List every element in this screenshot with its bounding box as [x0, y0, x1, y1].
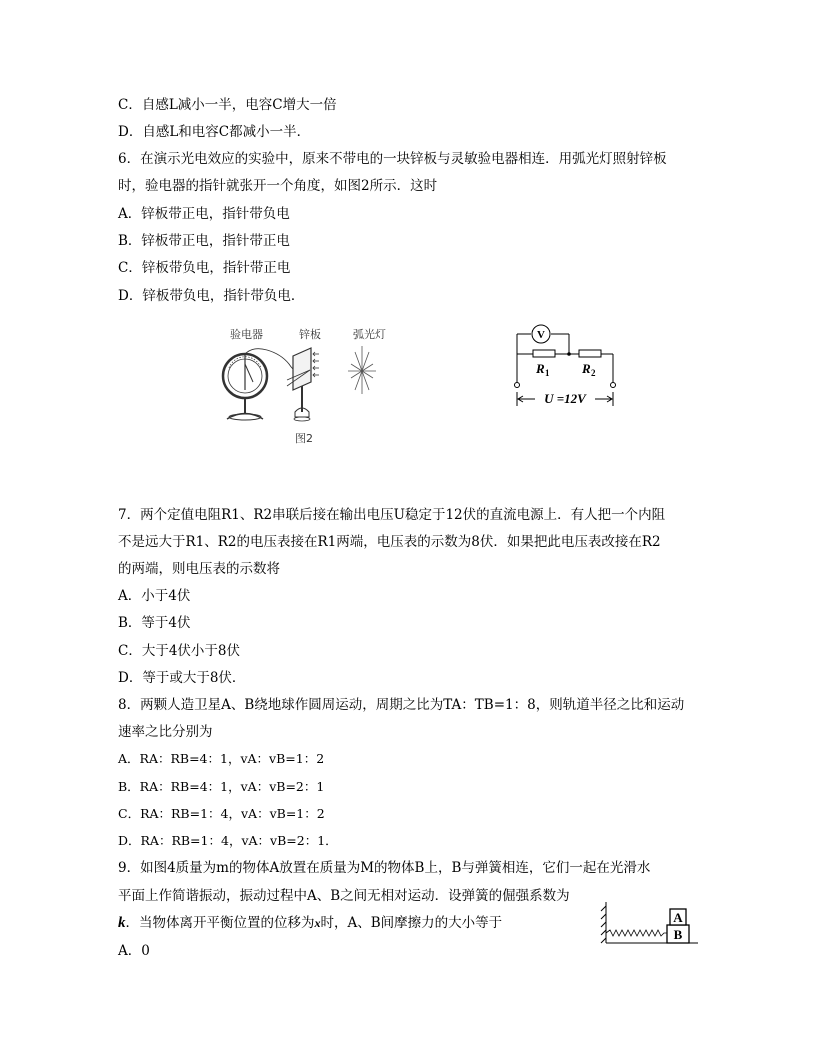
- q7-stem-line1: 7．两个定值电阻R1、R2串联后接在输出电压U稳定于12伏的直流电源上．有人把一个内阻: [118, 507, 666, 523]
- q9-stem-line3: [118, 914, 502, 932]
- q7-option-c: C．大于4伏小于8伏: [118, 643, 241, 659]
- electroscope-label: 验电器: [230, 328, 263, 341]
- q8-option-b: B．RA：RB=4：1，vA：vB=2：1: [118, 779, 325, 794]
- q7-stem-line2: 不是远大于R1、R2的电压表接在R1两端，电压表的示数为8伏．如果把此电压表改接在R2: [118, 534, 661, 550]
- q9-stem-line1: 9．如图4质量为m的物体A放置在质量为M的物体B上，B与弹簧相连，它们一起在光滑水: [118, 860, 651, 876]
- q7-option-a: A．小于4伏: [118, 588, 191, 604]
- r1-label: R: [536, 361, 545, 376]
- spring-icon: [606, 930, 667, 936]
- block-a-label: A: [673, 910, 683, 925]
- q6-option-c: C．锌板带负电，指针带正电: [118, 260, 291, 276]
- q7-option-d: D．等于或大于8伏．: [118, 670, 246, 686]
- q9-option-a: A．0: [118, 943, 150, 959]
- q9-stem-line3-part1: ．当物体离开平衡位置的位移为: [125, 915, 315, 931]
- arc-lamp-icon: [348, 346, 376, 394]
- figure-2-caption: 图2: [295, 432, 313, 445]
- q6-stem-line1: 6．在演示光电效应的实验中，原来不带电的一块锌板与灵敏验电器相连．用弧光灯照射锌板: [118, 151, 667, 167]
- voltmeter-symbol: V: [537, 329, 545, 341]
- q5-option-d: D．自感L和电容C都减小一半．: [118, 124, 311, 140]
- circuit-diagram: [505, 322, 630, 412]
- q8-stem-line2: 速率之比分别为: [118, 724, 213, 740]
- figure-2-photoelectric-setup: [215, 324, 390, 449]
- q8-option-d: D．RA：RB=1：4，vA：vB=2：1．: [118, 833, 338, 848]
- resistor-r2-icon: [579, 350, 601, 357]
- q8-stem-line1: 8．两颗人造卫星A、B绕地球作圆周运动，周期之比为TA：TB=1：8，则轨道半径之比和运动: [118, 697, 685, 713]
- electroscope-icon: [223, 354, 267, 420]
- q5-option-c: C．自感L减小一半，电容C增大一倍: [118, 97, 337, 113]
- q7-option-b: B．等于4伏: [118, 615, 191, 631]
- q8-option-a: A．RA：RB=4：1，vA：vB=1：2: [118, 751, 325, 766]
- q6-stem-line2: 时，验电器的指针就张开一个角度，如图2所示．这时: [118, 178, 438, 194]
- terminal-left: [515, 383, 520, 388]
- q9-k-symbol: k: [118, 915, 126, 931]
- connecting-wire: [245, 349, 295, 370]
- voltage-label: U =12V: [544, 391, 586, 406]
- q6-option-b: B．锌板带正电，指针带正电: [118, 233, 290, 249]
- q6-option-a: A．锌板带正电，指针带负电: [118, 206, 290, 222]
- zinc-plate-icon: [287, 348, 319, 421]
- r1-subscript: 1: [545, 368, 550, 378]
- r2-label: R: [582, 361, 591, 376]
- figure-4-spring-blocks: [600, 902, 698, 946]
- q9-x-symbol: x: [314, 916, 321, 930]
- voltmeter-icon: [532, 325, 550, 343]
- q7-stem-line3: 的两端，则电压表的示数将: [118, 561, 280, 577]
- q8-option-c: C．RA：RB=1：4，vA：vB=1：2: [118, 806, 325, 821]
- q6-option-d: D．锌板带负电，指针带负电．: [118, 288, 305, 304]
- q9-stem-line2: 平面上作简谐振动，振动过程中A、B之间无相对运动．设弹簧的倔强系数为: [118, 888, 570, 904]
- block-b-label: B: [673, 927, 683, 942]
- arc-lamp-label: 弧光灯: [353, 328, 386, 341]
- resistor-r1-icon: [533, 350, 555, 357]
- zinc-plate-label: 锌板: [299, 328, 321, 341]
- r2-subscript: 2: [591, 368, 596, 378]
- junction-dot: [567, 352, 571, 356]
- terminal-right: [611, 383, 616, 388]
- q9-stem-line3-part2: 时，A、B间摩擦力的大小等于: [320, 915, 503, 931]
